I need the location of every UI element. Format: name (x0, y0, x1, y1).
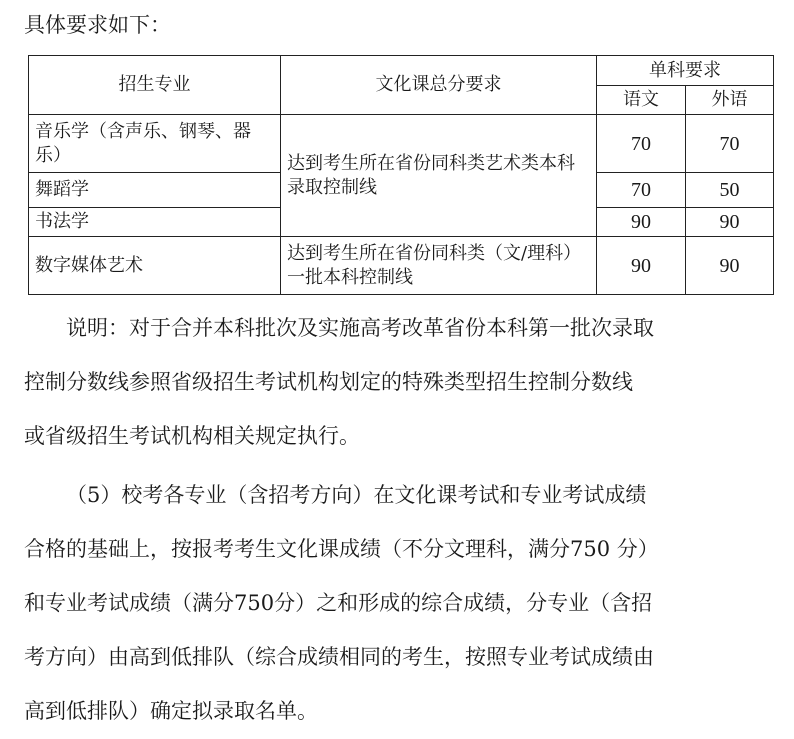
item-5-paragraph (24, 468, 659, 738)
item-5-line: 和专业考试成绩（满分750分）之和形成的综合成绩，分专业（含招 (24, 591, 653, 615)
note-line: 说明：对于合并本科批次及实施高考改革省份本科第一批次录取 (66, 316, 654, 340)
note-line: 或省级招生考试机构相关规定执行。 (24, 424, 360, 448)
item-5-line: 合格的基础上，按报考考生文化课成绩（不分文理科，满分750 分） (24, 537, 659, 561)
item-5-line: （5）校考各专业（含招考方向）在文化课考试和专业考试成绩 (66, 483, 647, 507)
major-cell: 数字媒体艺术 (29, 237, 281, 295)
foreign-score-cell: 90 (686, 208, 774, 237)
chinese-score-cell: 90 (597, 208, 686, 237)
header-culture-requirement: 文化课总分要求 (281, 56, 597, 115)
culture-requirement-cell: 达到考生所在省份同科类艺术类本科录取控制线 (281, 115, 597, 237)
header-chinese: 语文 (597, 86, 686, 115)
table-row (29, 237, 774, 295)
item-5-line: 高到低排队）确定拟录取名单。 (24, 699, 318, 723)
foreign-score-cell: 70 (686, 115, 774, 173)
foreign-score-cell: 90 (686, 237, 774, 295)
table-row (29, 115, 774, 173)
major-cell: 舞蹈学 (29, 173, 281, 208)
major-cell: 书法学 (29, 208, 281, 237)
chinese-score-cell: 70 (597, 173, 686, 208)
header-major: 招生专业 (29, 56, 281, 115)
major-cell: 音乐学（含声乐、钢琴、器乐） (29, 115, 281, 173)
note-line: 控制分数线参照省级招生考试机构划定的特殊类型招生控制分数线 (24, 370, 633, 394)
header-single-subject: 单科要求 (597, 56, 774, 86)
chinese-score-cell: 70 (597, 115, 686, 173)
note-paragraph (24, 301, 654, 463)
intro-text: 具体要求如下： (24, 13, 171, 37)
header-foreign-language: 外语 (686, 86, 774, 115)
chinese-score-cell: 90 (597, 237, 686, 295)
culture-requirement-cell: 达到考生所在省份同科类（文/理科）一批本科控制线 (281, 237, 597, 295)
table-header-row (29, 56, 774, 86)
item-5-line: 考方向）由高到低排队（综合成绩相同的考生，按照专业考试成绩由 (24, 645, 654, 669)
requirements-table (28, 55, 774, 295)
foreign-score-cell: 50 (686, 173, 774, 208)
